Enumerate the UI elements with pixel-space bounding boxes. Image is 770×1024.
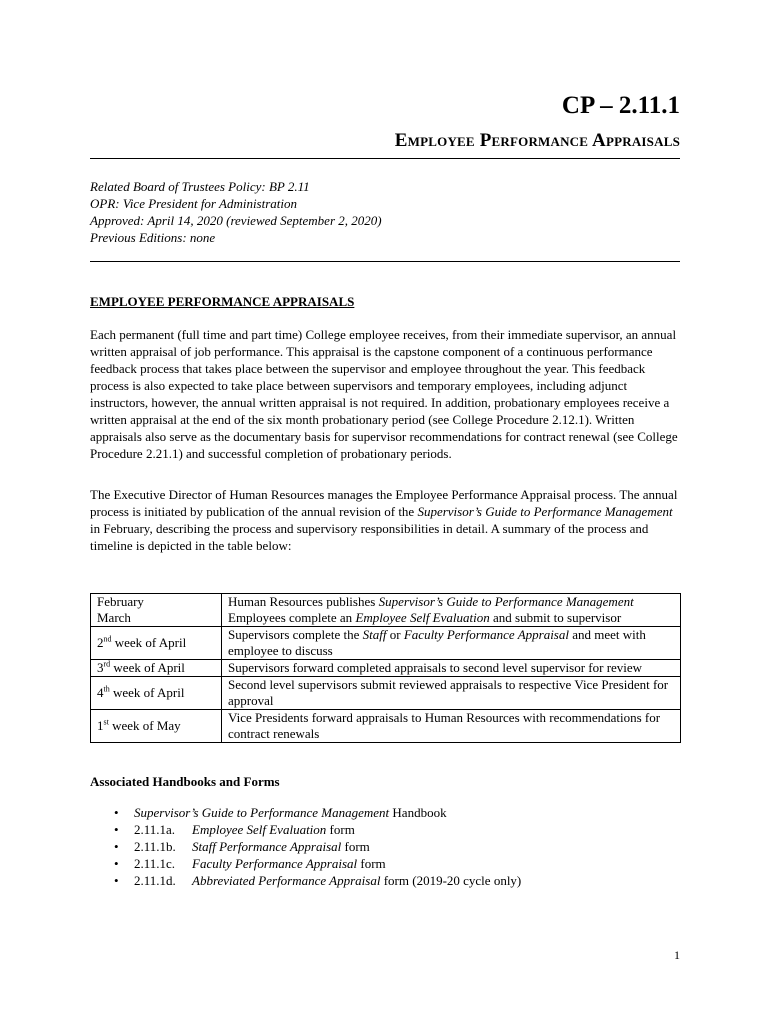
timeline-when: 4th week of April (91, 677, 222, 710)
table-row (91, 627, 681, 660)
document-title: Employee Performance Appraisals (394, 130, 680, 151)
table-row (91, 594, 681, 611)
form-name: Employee Self Evaluation (192, 822, 327, 837)
forms-list (90, 804, 521, 889)
form-code: 2.11.1b. (134, 839, 176, 854)
list-item: • 2.11.1d. Abbreviated Performance Appraisal form (2019-20 cycle only) (114, 873, 522, 888)
timeline-when: March (91, 610, 222, 627)
metadata-previous-editions: Previous Editions: none (90, 230, 216, 245)
guide-title-reference: Supervisor’s Guide to Performance Management (417, 504, 673, 519)
bullet-icon: • (114, 822, 119, 837)
list-item: • Supervisor’s Guide to Performance Management Handbook (114, 805, 447, 820)
list-item: • 2.11.1b. Staff Performance Appraisal form (114, 839, 370, 854)
list-item: • 2.11.1a. Employee Self Evaluation form (114, 822, 355, 837)
list-item: • 2.11.1c. Faculty Performance Appraisal form (114, 856, 386, 871)
timeline-task: Vice Presidents forward appraisals to Human Resources with recommendations for contract renewals (222, 710, 681, 743)
timeline-task: Second level supervisors submit reviewed appraisals to respective Vice President for approval (222, 677, 681, 710)
bullet-icon: • (114, 856, 119, 871)
form-name: Supervisor’s Guide to Performance Management (134, 805, 390, 820)
timeline-task: Supervisors forward completed appraisals to second level supervisor for review (222, 660, 681, 677)
timeline-table (90, 593, 681, 743)
timeline-when: 2nd week of April (91, 627, 222, 660)
table-row (91, 610, 681, 627)
bullet-icon: • (114, 873, 119, 888)
forms-heading: Associated Handbooks and Forms (90, 774, 280, 789)
bullet-icon: • (114, 805, 119, 820)
page-number: 1 (674, 948, 680, 962)
timeline-task: Human Resources publishes Supervisor’s Guide to Performance Management (222, 594, 681, 611)
timeline-when: 3rd week of April (91, 660, 222, 677)
procedure-number: CP – 2.11.1 (561, 92, 680, 119)
table-row (91, 677, 681, 710)
table-row (91, 710, 681, 743)
title-divider (90, 158, 680, 159)
metadata-related-policy: Related Board of Trustees Policy: BP 2.11 (90, 179, 310, 194)
form-name: Faculty Performance Appraisal (192, 856, 358, 871)
document-metadata (90, 178, 382, 246)
form-code: 2.11.1a. (134, 822, 176, 837)
bullet-icon: • (114, 839, 119, 854)
timeline-when: 1st week of May (91, 710, 222, 743)
form-name: Abbreviated Performance Appraisal (192, 873, 381, 888)
form-code: 2.11.1d. (134, 873, 176, 888)
form-name: Staff Performance Appraisal (192, 839, 342, 854)
metadata-approved: Approved: April 14, 2020 (reviewed September 2, 2020) (90, 213, 382, 228)
metadata-opr: OPR: Vice President for Administration (90, 196, 298, 211)
section-heading: EMPLOYEE PERFORMANCE APPRAISALS (90, 294, 355, 309)
timeline-when: February (91, 594, 222, 611)
form-code: 2.11.1c. (134, 856, 176, 871)
process-paragraph: The Executive Director of Human Resources manages the Employee Performance Appraisal process. The annual process is initiated by publication of the annual revision of the Supervisor’s Guide to Performance Management in February, describing the process and supervisory responsibilities in detail. A summary of the process and timeline is depicted in the table below: (90, 487, 678, 553)
metadata-divider (90, 261, 680, 262)
intro-paragraph: Each permanent (full time and part time) College employee receives, from their immediate supervisor, an annual written appraisal of job performance. This appraisal is the capstone component of a continuous performance feedback process that takes place between the supervisor and employee throughout the year. This feedback process is also expected to take place between supervisors and temporary employees, including adjunct instructors, however, the annual written appraisal is not required. In addition, probationary employees receive a written appraisal at the end of the six month probationary period (see College Procedure 2.12.1). Written appraisals also serve as the documentary basis for supervisor recommendations for contract renewal (see College Procedure 2.21.1) and successful completion of probationary periods. (90, 327, 678, 461)
timeline-task: Employees complete an Employee Self Evaluation and submit to supervisor (222, 610, 681, 627)
timeline-task: Supervisors complete the Staff or Faculty Performance Appraisal and meet with employee to discuss (222, 627, 681, 660)
table-row (91, 660, 681, 677)
